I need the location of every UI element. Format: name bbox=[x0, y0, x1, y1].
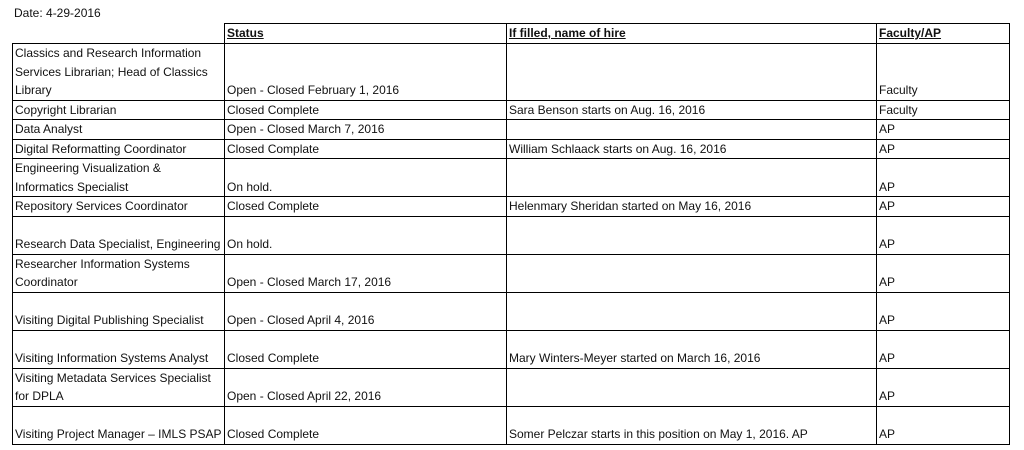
table-header-row bbox=[13, 24, 1010, 44]
cell-position: Visiting Digital Publishing Specialist bbox=[13, 292, 225, 330]
cell-hire: Mary Winters-Meyer started on March 16, 2016 bbox=[507, 330, 877, 368]
cell-status: Closed Complete bbox=[225, 406, 507, 444]
header-hire: If filled, name of hire bbox=[507, 24, 877, 44]
header-position bbox=[13, 24, 225, 44]
cell-hire: Somer Pelczar starts in this position on May 1, 2016. AP bbox=[507, 406, 877, 444]
cell-hire bbox=[507, 159, 877, 197]
cell-position: Copyright Librarian bbox=[13, 100, 225, 120]
table-row bbox=[13, 368, 1010, 406]
cell-position: Research Data Specialist, Engineering bbox=[13, 216, 225, 254]
cell-type: AP bbox=[877, 216, 1010, 254]
cell-status: Closed Complete bbox=[225, 197, 507, 217]
table-row bbox=[13, 330, 1010, 368]
table-row bbox=[13, 100, 1010, 120]
cell-type: Faculty bbox=[877, 43, 1010, 100]
cell-position: Repository Services Coordinator bbox=[13, 197, 225, 217]
cell-hire: William Schlaack starts on Aug. 16, 2016 bbox=[507, 139, 877, 159]
header-faculty-ap: Faculty/AP bbox=[877, 24, 1010, 44]
table-row bbox=[13, 159, 1010, 197]
cell-status: On hold. bbox=[225, 159, 507, 197]
cell-status: Open - Closed March 17, 2016 bbox=[225, 254, 507, 292]
cell-status: Open - Closed April 4, 2016 bbox=[225, 292, 507, 330]
cell-type: AP bbox=[877, 139, 1010, 159]
table-row bbox=[13, 197, 1010, 217]
cell-position: Data Analyst bbox=[13, 120, 225, 140]
cell-hire bbox=[507, 43, 877, 100]
cell-type: AP bbox=[877, 330, 1010, 368]
cell-position: Classics and Research Information Services Librarian; Head of Classics Library bbox=[13, 43, 225, 100]
table-row bbox=[13, 43, 1010, 100]
table-row bbox=[13, 292, 1010, 330]
cell-hire bbox=[507, 254, 877, 292]
cell-type: Faculty bbox=[877, 100, 1010, 120]
cell-type: AP bbox=[877, 197, 1010, 217]
cell-status: On hold. bbox=[225, 216, 507, 254]
cell-hire: Helenmary Sheridan started on May 16, 2016 bbox=[507, 197, 877, 217]
cell-position: Visiting Project Manager – IMLS PSAP bbox=[13, 406, 225, 444]
table-row bbox=[13, 120, 1010, 140]
table-row bbox=[13, 216, 1010, 254]
cell-hire bbox=[507, 292, 877, 330]
cell-hire bbox=[507, 368, 877, 406]
cell-position: Digital Reformatting Coordinator bbox=[13, 139, 225, 159]
table-row bbox=[13, 139, 1010, 159]
table-row bbox=[13, 254, 1010, 292]
cell-position: Researcher Information Systems Coordinator bbox=[13, 254, 225, 292]
cell-hire: Sara Benson starts on Aug. 16, 2016 bbox=[507, 100, 877, 120]
cell-hire bbox=[507, 216, 877, 254]
cell-status: Open - Closed April 22, 2016 bbox=[225, 368, 507, 406]
cell-position: Visiting Metadata Services Specialist for DPLA bbox=[13, 368, 225, 406]
cell-status: Closed Complate bbox=[225, 139, 507, 159]
cell-status: Closed Complete bbox=[225, 100, 507, 120]
cell-type: AP bbox=[877, 159, 1010, 197]
cell-type: AP bbox=[877, 368, 1010, 406]
cell-status: Open - Closed March 7, 2016 bbox=[225, 120, 507, 140]
cell-type: AP bbox=[877, 406, 1010, 444]
table-row bbox=[13, 406, 1010, 444]
cell-hire bbox=[507, 120, 877, 140]
positions-table bbox=[12, 23, 1010, 445]
header-status: Status bbox=[225, 24, 507, 44]
document-date: Date: 4-29-2016 bbox=[14, 6, 101, 20]
cell-position: Visiting Information Systems Analyst bbox=[13, 330, 225, 368]
cell-type: AP bbox=[877, 292, 1010, 330]
cell-type: AP bbox=[877, 120, 1010, 140]
cell-type: AP bbox=[877, 254, 1010, 292]
cell-status: Open - Closed February 1, 2016 bbox=[225, 43, 507, 100]
cell-position: Engineering Visualization & Informatics Specialist bbox=[13, 159, 225, 197]
cell-status: Closed Complete bbox=[225, 330, 507, 368]
